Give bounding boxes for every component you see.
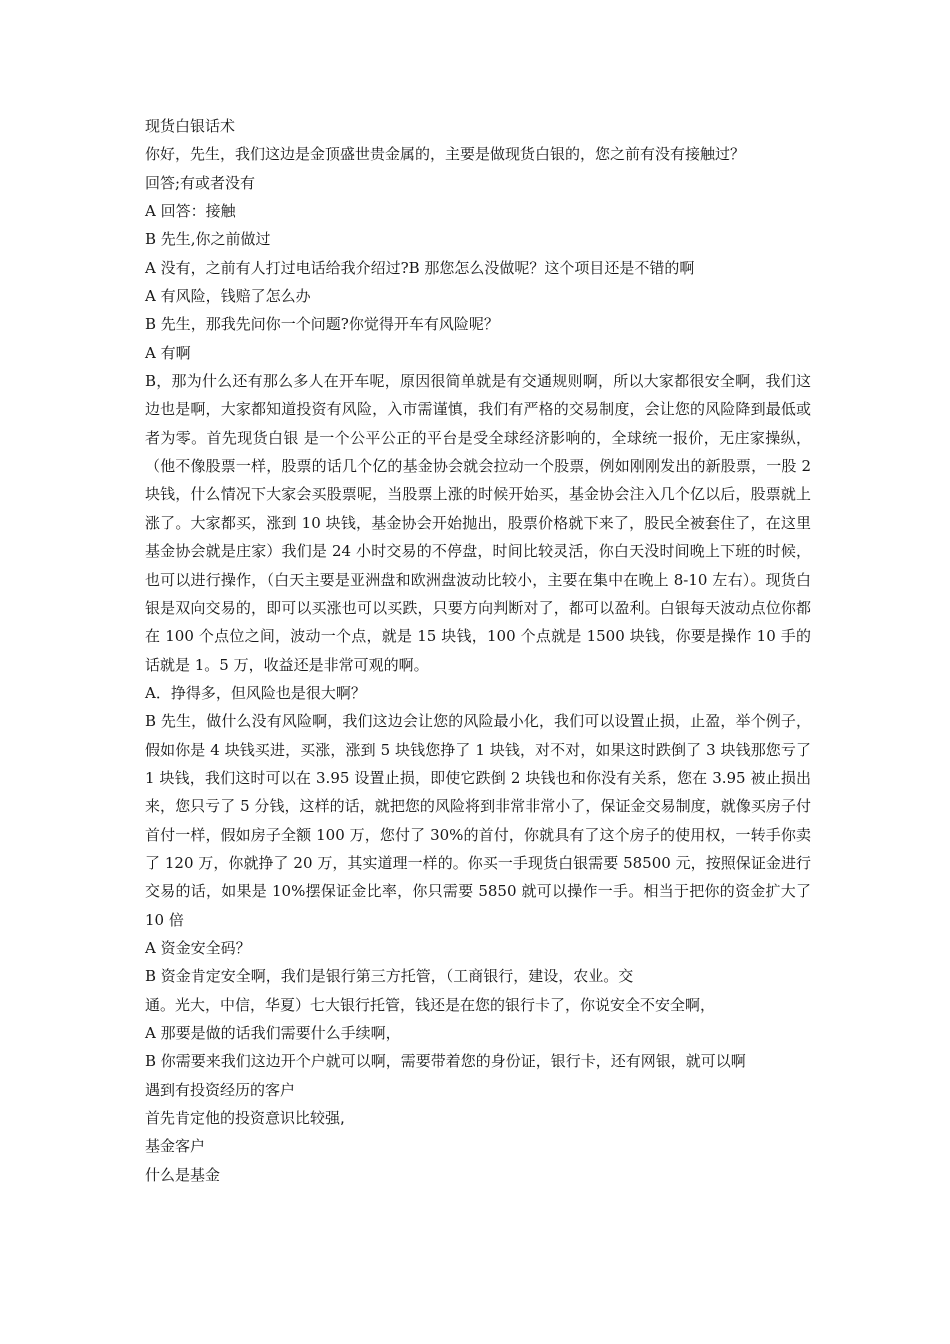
paragraph: A 有风险，钱赔了怎么办 bbox=[145, 287, 311, 306]
paragraph: 通。光大，中信，华夏）七大银行托管，钱还是在您的银行卡了，你说安全不安全啊， bbox=[145, 995, 716, 1014]
paragraph: A．挣得多，但风险也是很大啊？ bbox=[145, 683, 366, 702]
document-content bbox=[145, 112, 811, 1189]
paragraph: 首先肯定他的投资意识比较强, bbox=[145, 1109, 345, 1128]
paragraph: 什么是基金 bbox=[145, 1165, 221, 1184]
paragraph: B 资金肯定安全啊，我们是银行第三方托管，（工商银行，建设，农业。交 bbox=[145, 967, 634, 986]
paragraph: A 那要是做的话我们需要什么手续啊， bbox=[145, 1024, 401, 1042]
paragraph: A 有啊 bbox=[145, 343, 191, 362]
document-title: 现货白银话术 bbox=[145, 117, 236, 135]
paragraph: 遇到有投资经历的客户 bbox=[145, 1080, 296, 1099]
paragraph: B，那为什么还有那么多人在开车呢，原因很简单就是有交通规则啊，所以大家都很安全啊，我们这边也是啊，大家都知道投资有风险，入市需谨慎，我们有严格的交易制度，会让您的风险降到最低或者为零。首先现货白银 是一个公平公正的平台是受全球经济影响的，全球统一报价，无庄家操纵，（他不像股票一样，股票的话几个亿的基金协会就会拉动一个股票，例如刚刚发出的新股票，一股 2 块钱，什么情况下大家会买股票呢，当股票上涨的时候开始买，基金协会注入几个亿以后，股票就上涨了。大家都买，涨到 10 块钱，基金协会开始抛出，股票价格就下来了，股民全被套住了，在这里基金协会就是庄家）我们是 24 小时交易的不停盘，时间比较灵活，你白天没时间晚上下班的时候，也可以进行操作，（白天主要是亚洲盘和欧洲盘波动比较小，主要在集中在晚上 8-10 左右）。现货白银是双向交易的，即可以买涨也可以买跌，只要方向判断对了，都可以盈利。白银每天波动点位你都在 100 个点位之间，波动一个点，就是 15 块钱，100 个点就是 1500 块钱，你要是操作 10 手的话就是 1。5 万，收益还是非常可观的啊。 bbox=[145, 372, 811, 674]
paragraph: A 资金安全码？ bbox=[145, 938, 251, 957]
paragraph: B 你需要来我们这边开个户就可以啊，需要带着您的身份证，银行卡，还有网银，就可以啊 bbox=[145, 1052, 746, 1071]
paragraph: 回答;有或者没有 bbox=[145, 173, 256, 192]
paragraph: B 先生,你之前做过 bbox=[145, 230, 271, 249]
paragraph: B 先生，那我先问你一个问题?你觉得开车有风险呢？ bbox=[145, 315, 499, 334]
paragraph: 你好，先生，我们这边是金顶盛世贵金属的，主要是做现货白银的，您之前有没有接触过？ bbox=[145, 145, 746, 164]
paragraph: B 先生，做什么没有风险啊，我们这边会让您的风险最小化，我们可以设置止损，止盈，举个例子，假如你是 4 块钱买进，买涨，涨到 5 块钱您挣了 1 块钱，对不对，如果这时跌倒了 3 块钱那您亏了 1 块钱，我们这时可以在 3.95 设置止损，即使它跌倒 2 块钱也和你没有关系，您在 3.95 被止损出来，您只亏了 5 分钱，这样的话，就把您的风险将到非常非常小了，保证金交易制度，就像买房子付首付一样，假如房子全额 100 万，您付了 30%的首付，你就具有了这个房子的使用权，一转手你卖了 120 万，你就挣了 20 万，其实道理一样的。你买一手现货白银需要 58500 元，按照保证金进行交易的话，如果是 10%摆保证金比率，你只需要 5850 就可以操作一手。相当于把你的资金扩大了 10 倍 bbox=[145, 712, 811, 929]
paragraph: A 回答：接触 bbox=[145, 202, 236, 221]
paragraph: 基金客户 bbox=[145, 1137, 206, 1156]
paragraph: A 没有，之前有人打过电话给我介绍过?B 那您怎么没做呢？这个项目还是不错的啊 bbox=[145, 258, 695, 277]
